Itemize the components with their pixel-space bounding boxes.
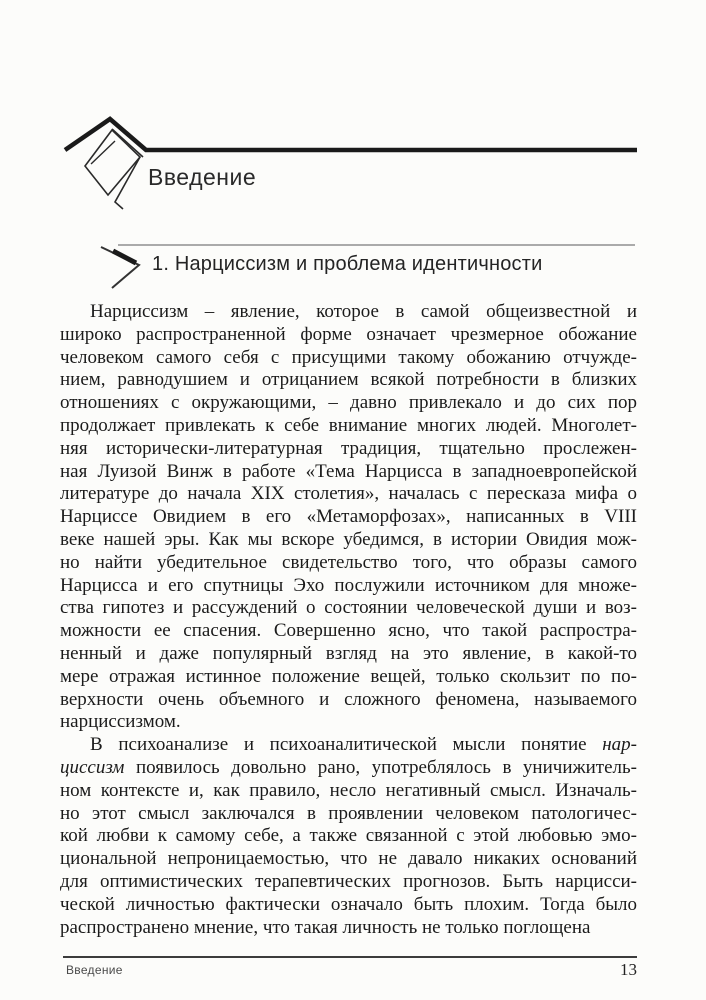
text-segment: распространено мнение, что такая личность не только поглощена	[60, 916, 591, 938]
text-segment: человеком самого себя с присущими такому обожанию отчужде-	[60, 346, 637, 368]
text-segment: для оптимистических терапевтических прогнозов. Быть нарцисси-	[60, 870, 637, 892]
text-segment: ненный и даже популярный взгляд на это явление, в какой-то	[60, 642, 637, 664]
text-segment: кой любви к самому себе, а также связанной с этой любовью эмо-	[60, 825, 637, 847]
text-segment: широко распространенной форме означает чрезмерное обожание	[60, 323, 637, 345]
diamond-ornament-icon	[55, 112, 660, 222]
text-line	[60, 369, 637, 392]
text-segment: ства гипотез и рассуждений о состоянии человеческой души и воз-	[60, 597, 637, 619]
text-line	[60, 483, 637, 506]
text-segment: отношениях с окружающими, – давно привлекало и до сих пор	[60, 392, 637, 414]
text-line	[60, 711, 637, 734]
text-segment: циональной непроницаемостью, что не давало никаких оснований	[60, 848, 637, 870]
text-line	[60, 529, 637, 552]
text-segment: нием, равнодушием и отрицанием всякой потребности в близких	[60, 369, 637, 391]
text-line	[60, 597, 637, 620]
text-line	[60, 894, 637, 917]
text-line	[60, 803, 637, 826]
text-segment: можности ее спасения. Совершенно ясно, что такой распростра-	[60, 620, 637, 642]
text-segment: циссизм	[60, 756, 125, 778]
text-line	[60, 575, 637, 598]
text-segment: Нарциссе Овидием в его «Метаморфозах», написанных в VIII	[60, 506, 637, 528]
section-heading: 1. Нарциссизм и проблема идентичности	[152, 253, 543, 275]
text-line	[60, 689, 637, 712]
text-segment: веке нашей эры. Как мы вскоре убедимся, в истории Овидия мож-	[60, 528, 637, 550]
text-line	[60, 324, 637, 347]
running-header: Введение	[66, 963, 123, 977]
text-line	[60, 506, 637, 529]
text-line	[60, 347, 637, 370]
text-line	[60, 780, 637, 803]
text-line	[60, 871, 637, 894]
text-line	[60, 666, 637, 689]
page-number: 13	[620, 960, 637, 979]
text-line	[60, 620, 637, 643]
text-segment: В психоанализе и психоаналитической мысли понятие	[90, 734, 603, 756]
text-line	[60, 848, 637, 871]
text-segment: мере отражая истинное положение вещей, только скользит по по-	[60, 665, 637, 687]
text-segment: появилось довольно рано, употреблялось в уничижитель-	[124, 756, 637, 778]
text-segment: верхности очень объемного и сложного феномена, называемого	[60, 688, 637, 710]
chapter-title: Введение	[148, 164, 257, 190]
text-line	[60, 301, 637, 324]
body-text	[60, 301, 637, 939]
text-segment: Нарцисса и его спутницы Эхо послужили источником для множе-	[60, 574, 637, 596]
text-line	[60, 757, 637, 780]
text-segment: ческой личностью фактически означало быть плохим. Тогда было	[60, 893, 637, 915]
paragraph	[60, 301, 637, 734]
text-line	[60, 461, 637, 484]
text-segment: литературе до начала XIX столетия», началась с пересказа мифа о	[60, 483, 637, 505]
text-segment: но этот смысл заключался в проявлении человеком патологичес-	[60, 802, 637, 824]
text-line	[60, 734, 637, 757]
footer-rule	[63, 956, 637, 958]
text-segment: но найти убедительное свидетельство того, что образы самого	[60, 551, 637, 573]
text-line	[60, 415, 637, 438]
text-segment: нарциссизмом.	[60, 711, 181, 733]
text-line	[60, 825, 637, 848]
text-segment: продолжает привлекать к себе внимание многих людей. Многолет-	[60, 414, 637, 436]
text-line	[60, 392, 637, 415]
text-segment: няя исторически-литературная традиция, тщательно прослежен-	[60, 437, 637, 459]
text-segment: ном контексте и, как правило, несло негативный смысл. Изначаль-	[60, 779, 637, 801]
text-line	[60, 438, 637, 461]
text-line	[60, 552, 637, 575]
text-segment: Нарциссизм – явление, которое в самой общеизвестной и	[90, 301, 637, 322]
text-segment: нар-	[602, 734, 637, 756]
text-line	[60, 643, 637, 666]
text-segment: ная Луизой Винж в работе «Тема Нарцисса в западноевропейской	[60, 460, 637, 482]
text-line	[60, 917, 637, 940]
paragraph	[60, 734, 637, 939]
